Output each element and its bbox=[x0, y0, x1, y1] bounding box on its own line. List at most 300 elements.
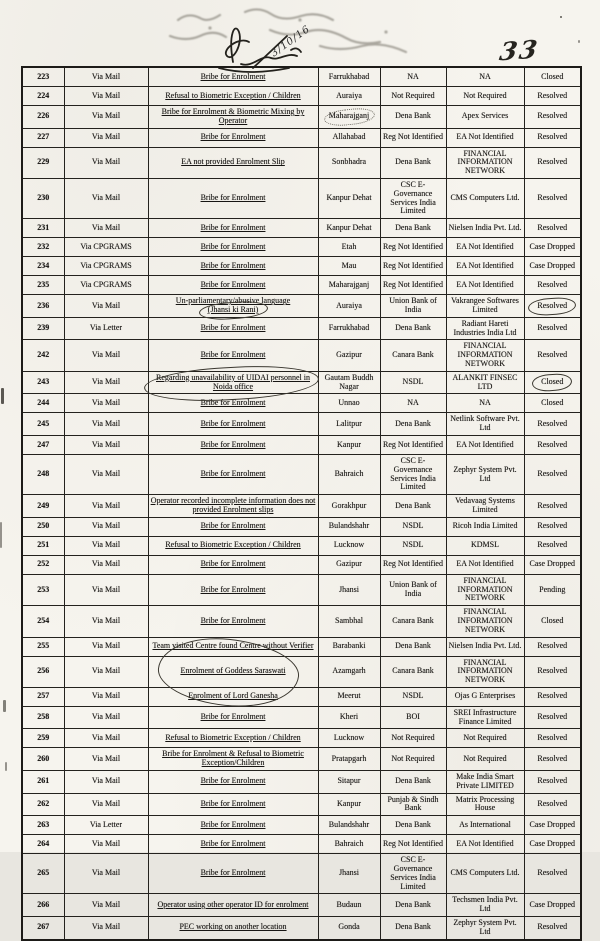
cell-mode bbox=[64, 454, 148, 494]
cell-desc bbox=[148, 854, 318, 894]
cell-district-text: Auraiya bbox=[336, 300, 362, 310]
cell-registrar-text: CSC E-Governance Services India Limited bbox=[390, 455, 436, 492]
cell-no bbox=[22, 87, 64, 106]
cell-mode-text: Via Mail bbox=[91, 540, 121, 550]
cell-mode bbox=[64, 687, 148, 706]
cell-no-text: 239 bbox=[37, 323, 50, 333]
cell-agency-text: Not Required bbox=[463, 753, 507, 763]
cell-no-text: 229 bbox=[37, 157, 50, 167]
cell-district-text: Lucknow bbox=[333, 540, 365, 550]
cell-agency bbox=[446, 317, 524, 340]
cell-desc-text: Bribe for Enrolment & Biometric Mixing by Operator bbox=[161, 107, 305, 125]
cell-status bbox=[524, 793, 581, 816]
cell-district-text: Auraiya bbox=[336, 90, 362, 100]
cell-agency bbox=[446, 295, 524, 318]
cell-status bbox=[524, 656, 581, 687]
cell-district bbox=[318, 317, 380, 340]
table-row bbox=[22, 87, 581, 106]
table-row bbox=[22, 729, 581, 748]
cell-mode-text: Via Mail bbox=[91, 868, 121, 878]
cell-mode bbox=[64, 147, 148, 178]
cell-mode-text: Via Mail bbox=[91, 799, 121, 809]
cell-district-text: Gautam Buddh Nagar bbox=[324, 372, 374, 391]
cell-no bbox=[22, 178, 64, 218]
cell-desc bbox=[148, 317, 318, 340]
cell-desc bbox=[148, 394, 318, 413]
cell-no bbox=[22, 706, 64, 729]
scan-noise bbox=[3, 700, 6, 712]
cell-agency-text: FINANCIAL INFORMATION NETWORK bbox=[457, 341, 513, 368]
cell-mode bbox=[64, 128, 148, 147]
cell-mode-text: Via Mail bbox=[91, 350, 121, 360]
cell-mode-text: Via Mail bbox=[91, 500, 121, 510]
cell-registrar bbox=[380, 128, 446, 147]
cell-no bbox=[22, 793, 64, 816]
table-row bbox=[22, 257, 581, 276]
cell-registrar bbox=[380, 555, 446, 574]
cell-status bbox=[524, 854, 581, 894]
cell-mode bbox=[64, 517, 148, 536]
cell-desc-text: Team visited Centre found Centre without Verifier bbox=[152, 641, 314, 651]
table-row bbox=[22, 656, 581, 687]
cell-agency bbox=[446, 454, 524, 494]
table-row bbox=[22, 394, 581, 413]
cell-agency-text: KDMSL bbox=[470, 540, 499, 550]
cell-desc bbox=[148, 219, 318, 238]
table-row bbox=[22, 340, 581, 371]
cell-no bbox=[22, 238, 64, 257]
cell-agency-text: Vedavaag Systems Limited bbox=[455, 496, 515, 514]
cell-registrar-text: Dena Bank bbox=[395, 899, 431, 909]
cell-desc bbox=[148, 454, 318, 494]
table-row bbox=[22, 317, 581, 340]
cell-desc bbox=[148, 435, 318, 454]
cell-agency bbox=[446, 706, 524, 729]
cell-agency-text: FINANCIAL INFORMATION NETWORK bbox=[457, 607, 513, 634]
cell-desc bbox=[148, 656, 318, 687]
cell-registrar bbox=[380, 835, 446, 854]
cell-no bbox=[22, 106, 64, 129]
cell-agency-text: EA Not Identified bbox=[456, 439, 514, 449]
cell-no-text: 265 bbox=[37, 868, 50, 878]
cell-registrar bbox=[380, 238, 446, 257]
cell-mode bbox=[64, 816, 148, 835]
cell-desc bbox=[148, 894, 318, 917]
cell-registrar-text: Reg Not Identified bbox=[383, 241, 443, 251]
cell-agency bbox=[446, 606, 524, 637]
cell-mode bbox=[64, 894, 148, 917]
cell-agency bbox=[446, 574, 524, 605]
cell-desc bbox=[148, 295, 318, 318]
cell-no-text: 227 bbox=[37, 132, 50, 142]
cell-agency bbox=[446, 536, 524, 555]
table-row bbox=[22, 835, 581, 854]
cell-desc bbox=[148, 835, 318, 854]
cell-mode bbox=[64, 536, 148, 555]
cell-desc-text: Bribe for Enrolment & Refusal to Biometric Exception/Children bbox=[162, 749, 304, 768]
table-row bbox=[22, 687, 581, 706]
cell-no bbox=[22, 748, 64, 771]
cell-district-text: Farrukhabad bbox=[328, 323, 370, 333]
table-row bbox=[22, 771, 581, 794]
cell-mode bbox=[64, 238, 148, 257]
cell-no-text: 254 bbox=[37, 615, 50, 625]
cell-mode-text: Via CPGRAMS bbox=[80, 260, 132, 270]
cell-desc-text: Bribe for Enrolment bbox=[200, 559, 266, 569]
cell-desc bbox=[148, 606, 318, 637]
cell-desc bbox=[148, 917, 318, 940]
cell-mode-text: Via Mail bbox=[91, 753, 121, 763]
cell-status bbox=[524, 87, 581, 106]
cell-registrar-text: Reg Not Identified bbox=[383, 439, 443, 449]
cell-registrar bbox=[380, 276, 446, 295]
cell-no-text: 266 bbox=[37, 899, 50, 909]
cell-mode-text: Via Mail bbox=[91, 193, 121, 203]
cell-mode bbox=[64, 340, 148, 371]
cell-registrar-text: NSDL bbox=[402, 691, 424, 701]
cell-desc bbox=[148, 687, 318, 706]
table-row bbox=[22, 178, 581, 218]
cell-registrar bbox=[380, 771, 446, 794]
cell-agency bbox=[446, 729, 524, 748]
cell-agency bbox=[446, 517, 524, 536]
cell-status bbox=[524, 517, 581, 536]
cell-mode bbox=[64, 276, 148, 295]
cell-registrar-text: Dena Bank bbox=[395, 418, 431, 428]
table-row bbox=[22, 748, 581, 771]
cell-registrar-text: Dena Bank bbox=[395, 323, 431, 333]
cell-district-text: Lucknow bbox=[333, 733, 365, 743]
cell-mode-text: Via Mail bbox=[91, 439, 121, 449]
cell-agency bbox=[446, 413, 524, 436]
cell-agency bbox=[446, 128, 524, 147]
cell-agency bbox=[446, 495, 524, 518]
cell-desc-text: Bribe for Enrolment bbox=[200, 776, 266, 786]
cell-status bbox=[524, 574, 581, 605]
cell-mode bbox=[64, 771, 148, 794]
cell-status-text: Closed bbox=[541, 615, 564, 625]
cell-desc bbox=[148, 371, 318, 394]
cell-desc-text: Bribe for Enrolment bbox=[200, 838, 266, 848]
complaints-table-body bbox=[22, 67, 581, 940]
page-number: 33 bbox=[497, 34, 542, 67]
cell-district-text: Mau bbox=[341, 260, 357, 270]
cell-registrar bbox=[380, 687, 446, 706]
cell-district bbox=[318, 917, 380, 940]
table-row bbox=[22, 637, 581, 656]
cell-district bbox=[318, 67, 380, 87]
cell-no-text: 250 bbox=[37, 521, 50, 531]
cell-agency-text: CMS Computers Ltd. bbox=[450, 193, 520, 203]
cell-status bbox=[524, 917, 581, 940]
table-row bbox=[22, 816, 581, 835]
cell-mode bbox=[64, 413, 148, 436]
cell-registrar bbox=[380, 317, 446, 340]
cell-desc bbox=[148, 793, 318, 816]
cell-district bbox=[318, 435, 380, 454]
cell-agency-text: Netlink Software Pvt. Ltd bbox=[450, 414, 520, 433]
cell-desc bbox=[148, 706, 318, 729]
cell-desc-text: PEC working on another location bbox=[179, 922, 287, 932]
cell-district-text: Bulandshahr bbox=[328, 819, 370, 829]
cell-district-text: Azamgarh bbox=[332, 666, 366, 676]
cell-registrar-text: Union Bank of India bbox=[389, 580, 437, 598]
cell-no bbox=[22, 454, 64, 494]
cell-agency bbox=[446, 894, 524, 917]
cell-agency-text: Radiant Hareti Industries India Ltd bbox=[453, 318, 517, 337]
cell-registrar bbox=[380, 371, 446, 394]
cell-no bbox=[22, 536, 64, 555]
scan-noise bbox=[560, 16, 562, 18]
table-row bbox=[22, 435, 581, 454]
table-row bbox=[22, 128, 581, 147]
cell-registrar bbox=[380, 816, 446, 835]
cell-status bbox=[524, 106, 581, 129]
cell-district-text: Kheri bbox=[339, 712, 359, 722]
cell-no bbox=[22, 435, 64, 454]
cell-status-text: Resolved bbox=[537, 132, 568, 142]
cell-district-text: Maharajganj bbox=[328, 111, 370, 121]
cell-district bbox=[318, 257, 380, 276]
cell-agency-text: As International bbox=[459, 819, 511, 829]
cell-mode-text: Via CPGRAMS bbox=[80, 241, 132, 251]
cell-registrar bbox=[380, 495, 446, 518]
cell-mode-text: Via Letter bbox=[89, 323, 123, 333]
cell-status bbox=[524, 637, 581, 656]
cell-agency bbox=[446, 238, 524, 257]
cell-status bbox=[524, 454, 581, 494]
cell-no bbox=[22, 917, 64, 940]
cell-agency bbox=[446, 748, 524, 771]
cell-agency-text: FINANCIAL INFORMATION NETWORK bbox=[457, 575, 513, 603]
cell-no-text: 251 bbox=[37, 540, 50, 550]
cell-mode bbox=[64, 371, 148, 394]
table-row bbox=[22, 147, 581, 178]
cell-status-text: Resolved bbox=[537, 868, 568, 878]
cell-mode bbox=[64, 729, 148, 748]
cell-mode bbox=[64, 574, 148, 605]
cell-desc-text: Enrolment of Goddess Saraswati bbox=[180, 666, 286, 676]
cell-agency-text: ALANKIT FINSEC LTD bbox=[452, 372, 518, 391]
cell-agency-text: Techsmen India Pvt. Ltd bbox=[452, 895, 518, 914]
cell-registrar bbox=[380, 257, 446, 276]
table-row bbox=[22, 67, 581, 87]
cell-status-text: Resolved bbox=[537, 666, 568, 676]
cell-registrar-text: Canara Bank bbox=[392, 350, 434, 360]
cell-registrar-text: Dena Bank bbox=[395, 819, 431, 829]
cell-status bbox=[524, 128, 581, 147]
cell-district-text: Kanpur bbox=[337, 439, 361, 449]
cell-desc bbox=[148, 128, 318, 147]
cell-agency bbox=[446, 371, 524, 394]
table-row bbox=[22, 917, 581, 940]
cell-registrar-text: Dena Bank bbox=[395, 222, 431, 232]
cell-no-text: 248 bbox=[37, 469, 50, 479]
cell-no-text: 259 bbox=[37, 733, 50, 743]
cell-status bbox=[524, 495, 581, 518]
cell-mode-text: Via Mail bbox=[91, 691, 121, 701]
table-row bbox=[22, 894, 581, 917]
cell-registrar-text: Punjab & Sindh Bank bbox=[387, 794, 439, 813]
cell-desc bbox=[148, 574, 318, 605]
cell-no-text: 253 bbox=[37, 584, 50, 594]
cell-registrar-text: Canara Bank bbox=[392, 666, 434, 676]
cell-registrar bbox=[380, 454, 446, 494]
cell-no-text: 245 bbox=[37, 418, 50, 428]
cell-desc bbox=[148, 238, 318, 257]
cell-registrar bbox=[380, 147, 446, 178]
cell-district-text: Meerut bbox=[337, 691, 361, 701]
cell-mode bbox=[64, 317, 148, 340]
cell-agency-text: Zephyr System Pvt. Ltd bbox=[453, 918, 517, 936]
cell-desc bbox=[148, 67, 318, 87]
cell-agency-text: Apex Services bbox=[461, 111, 509, 121]
cell-desc-text: Refusal to Biometric Exception / Children bbox=[165, 540, 301, 550]
cell-no bbox=[22, 729, 64, 748]
cell-desc-text: Bribe for Enrolment bbox=[200, 712, 266, 722]
cell-mode-text: Via CPGRAMS bbox=[80, 279, 132, 289]
cell-registrar bbox=[380, 517, 446, 536]
cell-status-text: Resolved bbox=[537, 222, 568, 232]
cell-no bbox=[22, 606, 64, 637]
cell-registrar-text: Union Bank of India bbox=[389, 296, 437, 314]
cell-status-text: Closed bbox=[541, 397, 564, 407]
cell-status bbox=[524, 606, 581, 637]
cell-district bbox=[318, 295, 380, 318]
cell-desc-text: Bribe for Enrolment bbox=[200, 799, 266, 809]
cell-registrar-text: Reg Not Identified bbox=[383, 260, 443, 270]
cell-desc bbox=[148, 816, 318, 835]
cell-no-text: 263 bbox=[37, 819, 50, 829]
cell-status bbox=[524, 435, 581, 454]
cell-status bbox=[524, 536, 581, 555]
table-row bbox=[22, 219, 581, 238]
cell-registrar-text: BOI bbox=[406, 712, 420, 722]
cell-status bbox=[524, 67, 581, 87]
cell-no bbox=[22, 394, 64, 413]
cell-status-text: Resolved bbox=[537, 323, 568, 333]
cell-district bbox=[318, 340, 380, 371]
cell-no-text: 261 bbox=[37, 776, 50, 786]
cell-registrar bbox=[380, 574, 446, 605]
cell-agency-text: EA Not Identified bbox=[456, 559, 514, 569]
cell-no-text: 235 bbox=[37, 279, 50, 289]
cell-registrar bbox=[380, 219, 446, 238]
cell-registrar-text: NA bbox=[407, 397, 419, 407]
cell-registrar bbox=[380, 67, 446, 87]
cell-district bbox=[318, 394, 380, 413]
cell-agency bbox=[446, 106, 524, 129]
cell-district-text: Barabanki bbox=[332, 641, 366, 651]
table-row bbox=[22, 495, 581, 518]
table-row bbox=[22, 574, 581, 605]
cell-registrar-text: CSC E-Governance Services India Limited bbox=[390, 179, 436, 216]
cell-district-text: Kanpur Dehat bbox=[326, 222, 372, 232]
table-row bbox=[22, 295, 581, 318]
cell-desc bbox=[148, 106, 318, 129]
cell-district bbox=[318, 178, 380, 218]
cell-status bbox=[524, 816, 581, 835]
cell-desc-text: Operator using other operator ID for enrolment bbox=[157, 899, 309, 909]
cell-district bbox=[318, 371, 380, 394]
cell-registrar bbox=[380, 413, 446, 436]
cell-status-text: Resolved bbox=[537, 90, 568, 100]
cell-agency-text: EA Not Identified bbox=[456, 241, 514, 251]
cell-agency bbox=[446, 793, 524, 816]
cell-status bbox=[524, 178, 581, 218]
cell-registrar bbox=[380, 435, 446, 454]
cell-mode bbox=[64, 106, 148, 129]
cell-registrar bbox=[380, 729, 446, 748]
cell-registrar-text: Dena Bank bbox=[395, 157, 431, 167]
cell-registrar-text: NSDL bbox=[402, 540, 424, 550]
cell-district-text: Kanpur bbox=[337, 799, 361, 809]
cell-agency bbox=[446, 394, 524, 413]
cell-no bbox=[22, 894, 64, 917]
cell-district bbox=[318, 413, 380, 436]
cell-mode-text: Via Mail bbox=[91, 132, 121, 142]
cell-registrar bbox=[380, 854, 446, 894]
cell-status-text: Resolved bbox=[537, 712, 568, 722]
cell-registrar bbox=[380, 340, 446, 371]
cell-mode-text: Via Mail bbox=[91, 615, 121, 625]
cell-mode-text: Via Letter bbox=[89, 819, 123, 829]
cell-district-text: Kanpur Dehat bbox=[326, 193, 372, 203]
cell-no bbox=[22, 637, 64, 656]
cell-desc-text: Regarding unavailability of UIDAI personnel in Noida office bbox=[150, 374, 317, 392]
cell-agency-text: NA bbox=[479, 71, 491, 81]
cell-status-text: Resolved bbox=[537, 753, 568, 763]
cell-desc bbox=[148, 257, 318, 276]
cell-no-text: 244 bbox=[37, 397, 50, 407]
cell-district-text: Etah bbox=[341, 241, 357, 251]
cell-desc-text: Bribe for Enrolment bbox=[200, 241, 266, 251]
cell-registrar bbox=[380, 793, 446, 816]
cell-no bbox=[22, 656, 64, 687]
complaints-table bbox=[21, 66, 582, 941]
cell-status-text: Case Dropped bbox=[529, 899, 576, 909]
cell-mode bbox=[64, 555, 148, 574]
cell-district bbox=[318, 87, 380, 106]
cell-district-text: Gorakhpur bbox=[331, 500, 367, 510]
cell-district-text: Gazipur bbox=[336, 350, 362, 360]
cell-agency-text: Nielsen India Pvt. Ltd. bbox=[448, 222, 522, 232]
cell-registrar-text: NSDL bbox=[402, 521, 424, 531]
table-row bbox=[22, 606, 581, 637]
cell-desc-text: Bribe for Enrolment bbox=[200, 868, 266, 878]
cell-desc bbox=[148, 637, 318, 656]
cell-agency-text: EA Not Identified bbox=[456, 279, 514, 289]
cell-desc-text: EA not provided Enrolment Slip bbox=[181, 157, 285, 167]
cell-status-text: Case Dropped bbox=[529, 260, 576, 270]
cell-agency bbox=[446, 854, 524, 894]
cell-desc-text: Bribe for Enrolment bbox=[200, 323, 266, 333]
cell-district bbox=[318, 835, 380, 854]
cell-agency-text: EA Not Identified bbox=[456, 838, 514, 848]
cell-desc bbox=[148, 748, 318, 771]
cell-registrar bbox=[380, 178, 446, 218]
cell-district-text: Bahraich bbox=[334, 469, 364, 479]
cell-district bbox=[318, 276, 380, 295]
cell-agency-text: Matrix Processing House bbox=[455, 794, 515, 813]
cell-no-text: 255 bbox=[37, 641, 50, 651]
table-row bbox=[22, 517, 581, 536]
cell-mode bbox=[64, 67, 148, 87]
cell-mode-text: Via Mail bbox=[91, 469, 121, 479]
cell-agency-text: Nielsen India Pvt. Ltd. bbox=[448, 641, 522, 651]
cell-registrar-text: NSDL bbox=[402, 377, 424, 387]
cell-mode-text: Via Mail bbox=[91, 397, 121, 407]
